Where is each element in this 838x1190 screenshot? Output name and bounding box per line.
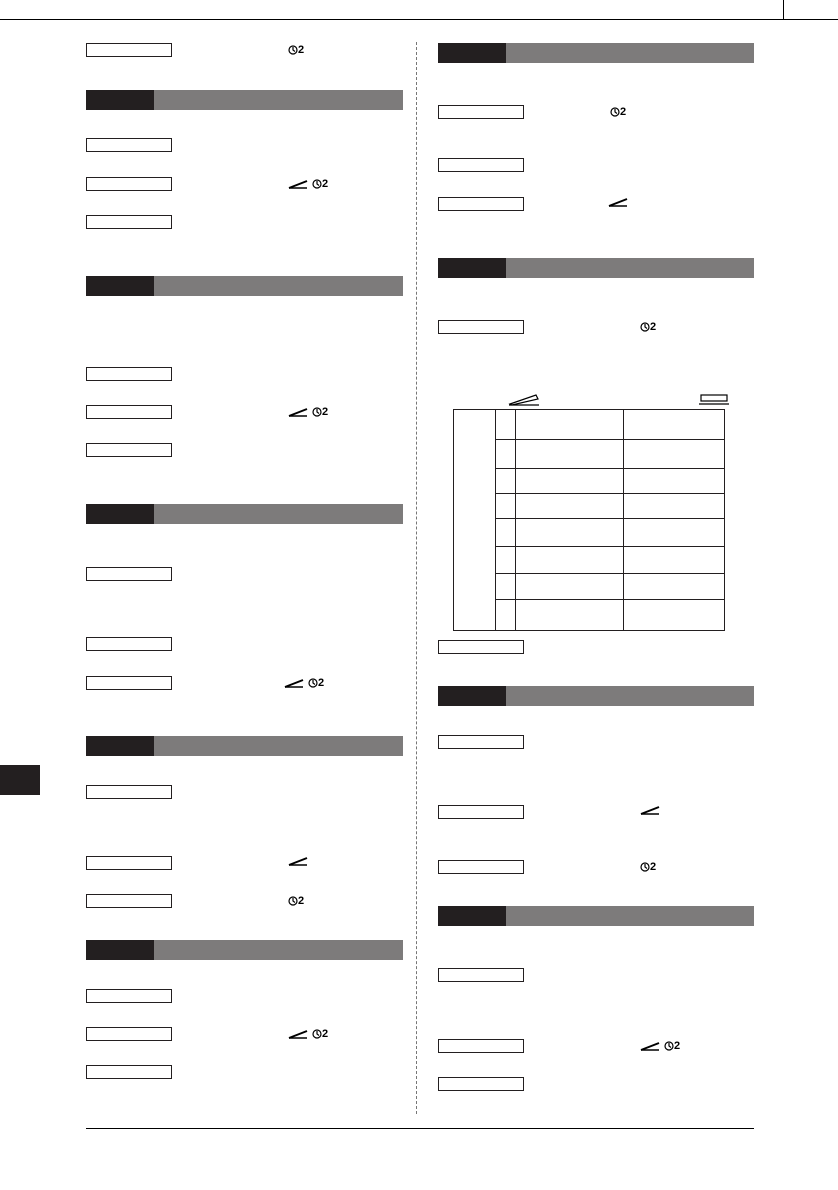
pedal-flat-icon <box>698 393 730 406</box>
timer-indicator <box>610 105 626 119</box>
label-box <box>438 1077 524 1091</box>
pedal-icon <box>288 407 308 417</box>
timer-icon: 2 <box>288 894 304 908</box>
pedal-indicator <box>288 856 308 866</box>
pedal-icon <box>288 179 308 189</box>
timer-icon: 2 <box>610 105 626 119</box>
label-box <box>86 637 172 651</box>
setting-table <box>453 409 725 631</box>
timer-icon: 2 <box>312 177 328 191</box>
label-box <box>86 443 172 457</box>
label-box <box>86 567 172 581</box>
section-header <box>438 258 754 278</box>
label-box <box>438 1039 524 1053</box>
table-column-line <box>515 410 516 630</box>
table-row-line <box>495 468 724 469</box>
label-box <box>438 105 524 119</box>
timer-indicator <box>640 860 656 874</box>
pedal-timer-indicator <box>640 1039 680 1053</box>
table-row-line <box>495 439 724 440</box>
label-box <box>438 320 524 334</box>
side-thumb-tab <box>0 765 40 795</box>
label-box <box>86 138 172 152</box>
pedal-indicator <box>608 197 628 207</box>
label-box <box>438 968 524 982</box>
label-box <box>86 1065 172 1079</box>
pedal-indicator <box>640 805 660 815</box>
pedal-timer-indicator <box>288 405 328 419</box>
label-box <box>86 43 172 57</box>
label-box <box>86 1027 172 1041</box>
table-row-line <box>495 493 724 494</box>
timer-icon: 2 <box>640 320 656 334</box>
label-box <box>86 405 172 419</box>
timer-icon: 2 <box>312 1027 328 1041</box>
timer-indicator <box>640 320 656 334</box>
crop-mark <box>783 0 784 19</box>
label-box <box>438 735 524 749</box>
table-row-line <box>495 518 724 519</box>
section-header <box>86 504 403 524</box>
timer-indicator <box>288 43 304 57</box>
table-column-line <box>623 410 624 630</box>
section-header <box>86 736 403 756</box>
timer-icon: 2 <box>640 860 656 874</box>
bottom-rule <box>86 1128 754 1129</box>
label-box <box>438 805 524 819</box>
section-header <box>86 276 403 296</box>
label-box <box>86 367 172 381</box>
timer-icon: 2 <box>664 1039 680 1053</box>
section-header <box>86 90 403 110</box>
section-header <box>438 906 754 926</box>
pedal-icon <box>608 197 628 207</box>
pedal-icon <box>288 856 308 866</box>
label-box <box>86 989 172 1003</box>
pedal-timer-indicator <box>288 177 328 191</box>
pedal-timer-indicator <box>284 676 324 690</box>
label-box <box>86 856 172 870</box>
column-divider <box>416 42 417 1114</box>
label-box <box>86 785 172 799</box>
label-box <box>86 177 172 191</box>
label-box <box>86 676 172 690</box>
timer-icon: 2 <box>308 676 324 690</box>
pedal-timer-indicator <box>288 1027 328 1041</box>
table-row-line <box>495 599 724 600</box>
label-box <box>438 197 524 211</box>
pedal-icon <box>284 678 304 688</box>
timer-indicator <box>288 894 304 908</box>
section-header <box>438 686 754 706</box>
label-box <box>86 894 172 908</box>
timer-icon: 2 <box>312 405 328 419</box>
section-header <box>86 940 403 960</box>
section-header <box>438 43 754 63</box>
label-box <box>438 860 524 874</box>
timer-icon: 2 <box>288 43 304 57</box>
pedal-icon <box>640 805 660 815</box>
pedal-icon <box>640 1041 660 1051</box>
table-row-line <box>495 573 724 574</box>
label-box <box>438 640 524 654</box>
top-rule <box>0 19 838 20</box>
label-box <box>438 158 524 172</box>
table-row-line <box>495 546 724 547</box>
pedal-up-icon <box>508 392 540 406</box>
table-column-line <box>495 410 496 630</box>
label-box <box>86 215 172 229</box>
pedal-icon <box>288 1029 308 1039</box>
